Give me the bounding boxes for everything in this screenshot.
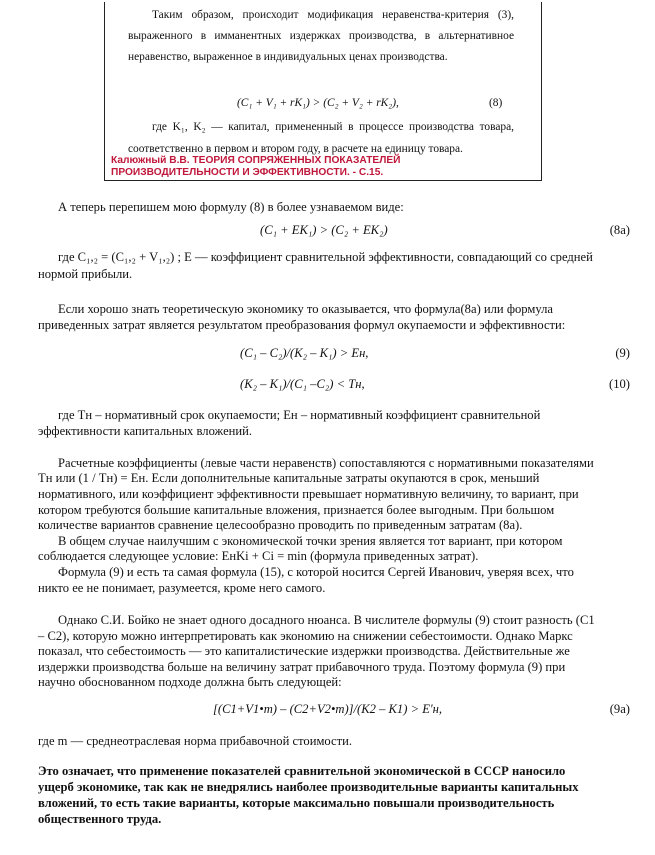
- formula-9-number: (9): [615, 346, 630, 360]
- paragraph-line: котором требуются большие капитальные вложения, признается более выгодным. При большом: [38, 503, 555, 517]
- paragraph-line: соблюдается следующее условие: EнKi + Ci = min (формула приведенных затрат).: [38, 549, 479, 563]
- quote-source: ПРОИЗВОДИТЕЛЬНОСТИ И ЭФФЕКТИВНОСТИ. - С.15.: [111, 167, 384, 178]
- conclusion-line: вложений, то есть такие варианты, которые максимально повышали производительность: [38, 796, 555, 810]
- quote-where-line: соответственно в первом и втором году, в расчете на единицу товара.: [128, 143, 463, 155]
- quote-where-line: где K₁, K₂ — капитал, примененный в процессе производства товара,: [152, 121, 514, 133]
- formula-9: (C₁ – C₂)/(K₂ – K₁) > Eн,: [240, 346, 369, 360]
- conclusion-line: ущерб экономике, так как не внедрялись наиболее производительные варианты капитальных: [38, 780, 579, 794]
- quote-line: Таким образом, происходит модификация неравенства-критерия (3),: [152, 9, 514, 21]
- formula-9a: [(C1+V1•m) – (C2+V2•m)]/(K2 – K1) > E'н,: [213, 702, 442, 716]
- quote-line: выраженного в имманентных издержках производства, в альтернативное: [128, 30, 514, 42]
- paragraph-line: Формула (9) и есть та самая формула (15), с которой носится Сергей Иванович, уверяя всех, что: [58, 565, 574, 579]
- paragraph-line: – C2), которую можно интерпретировать как экономию на снижении себестоимости. Однако Маркс: [38, 629, 573, 643]
- formula-8a: (C₁ + EK₁) > (C₂ + EK₂): [260, 223, 388, 237]
- quote-source: Калюжный В.В. ТЕОРИЯ СОПРЯЖЕННЫХ ПОКАЗАТЕЛЕЙ: [111, 155, 401, 166]
- formula-8a-number: (8а): [609, 223, 630, 237]
- formula-8a-where: где C₁,₂ = (C₁,₂ + V₁,₂) ; E — коэффициент сравнительной эффективности, совпадающий со средней: [58, 250, 593, 264]
- paragraph-line: никто ее не понимает, разумеется, кроме него самого.: [38, 581, 326, 595]
- paragraph-line: издержки производства больше на величину затрат прибавочного труда. Поэтому формула (9) при: [38, 660, 566, 674]
- paragraph-line: Однако С.И. Бойко не знает одного досадного нюанса. В числителе формулы (9) стоит разность (C1: [58, 613, 595, 627]
- paragraph-line: количестве вариантов сравнение целесообразно проводить по приведенным затратам (8а).: [38, 518, 523, 532]
- paragraph-line: показал, что себестоимость — это капиталистические издержки производства. Действительные же: [38, 644, 570, 658]
- paragraph-line: Если хорошо знать теоретическую экономику то оказывается, что формула(8а) или формула: [58, 302, 553, 316]
- paragraph-line: Tн или (1 / Tн) = Eн. Если дополнительные капитальные затраты окупаются в срок, меньший: [38, 471, 540, 485]
- formula-10-number: (10): [609, 377, 630, 391]
- paragraph-line: Расчетные коэффициенты (левые части неравенств) сопоставляются с нормативными показателями: [58, 456, 594, 470]
- quote-formula-number: (8): [489, 97, 503, 109]
- paragraph-line: научно обоснованном подходе должна быть следующей:: [38, 675, 342, 689]
- paragraph-line: В общем случае наилучшим с экономической точки зрения является тот вариант, при котором: [58, 534, 563, 548]
- formula-9a-where: где m — среднеотраслевая норма прибавочной стоимости.: [38, 734, 353, 748]
- intro-text: А теперь перепишем мою формулу (8) в более узнаваемом виде:: [58, 200, 404, 214]
- paragraph-line: где Tн – нормативный срок окупаемости; Eн – нормативный коэффициент сравнительной: [58, 408, 541, 422]
- paragraph-line: нормативного, или коэффициент эффективности превышает нормативную величину, то вариант, при: [38, 487, 579, 501]
- quote-line: неравенство, выраженное в индивидуальных ценах производства.: [128, 51, 448, 63]
- formula-9a-number: (9а): [609, 702, 630, 716]
- paragraph-line: эффективности капитальных вложений.: [38, 424, 253, 438]
- formula-8a-where: нормой прибыли.: [38, 267, 133, 281]
- formula-10: (K₂ – K₁)/(C₁ –C₂) < Tн,: [240, 377, 365, 391]
- conclusion-line: общественного труда.: [38, 812, 162, 826]
- paragraph-line: приведенных затрат является результатом преобразования формул окупаемости и эффективности:: [38, 318, 566, 332]
- quoted-excerpt: [104, 2, 542, 181]
- conclusion-line: Это означает, что применение показателей сравнительной экономической в СССР наносило: [38, 764, 566, 778]
- quote-formula: (C₁ + V₁ + rK₁) > (C₂ + V₂ + rK₂),: [237, 97, 399, 109]
